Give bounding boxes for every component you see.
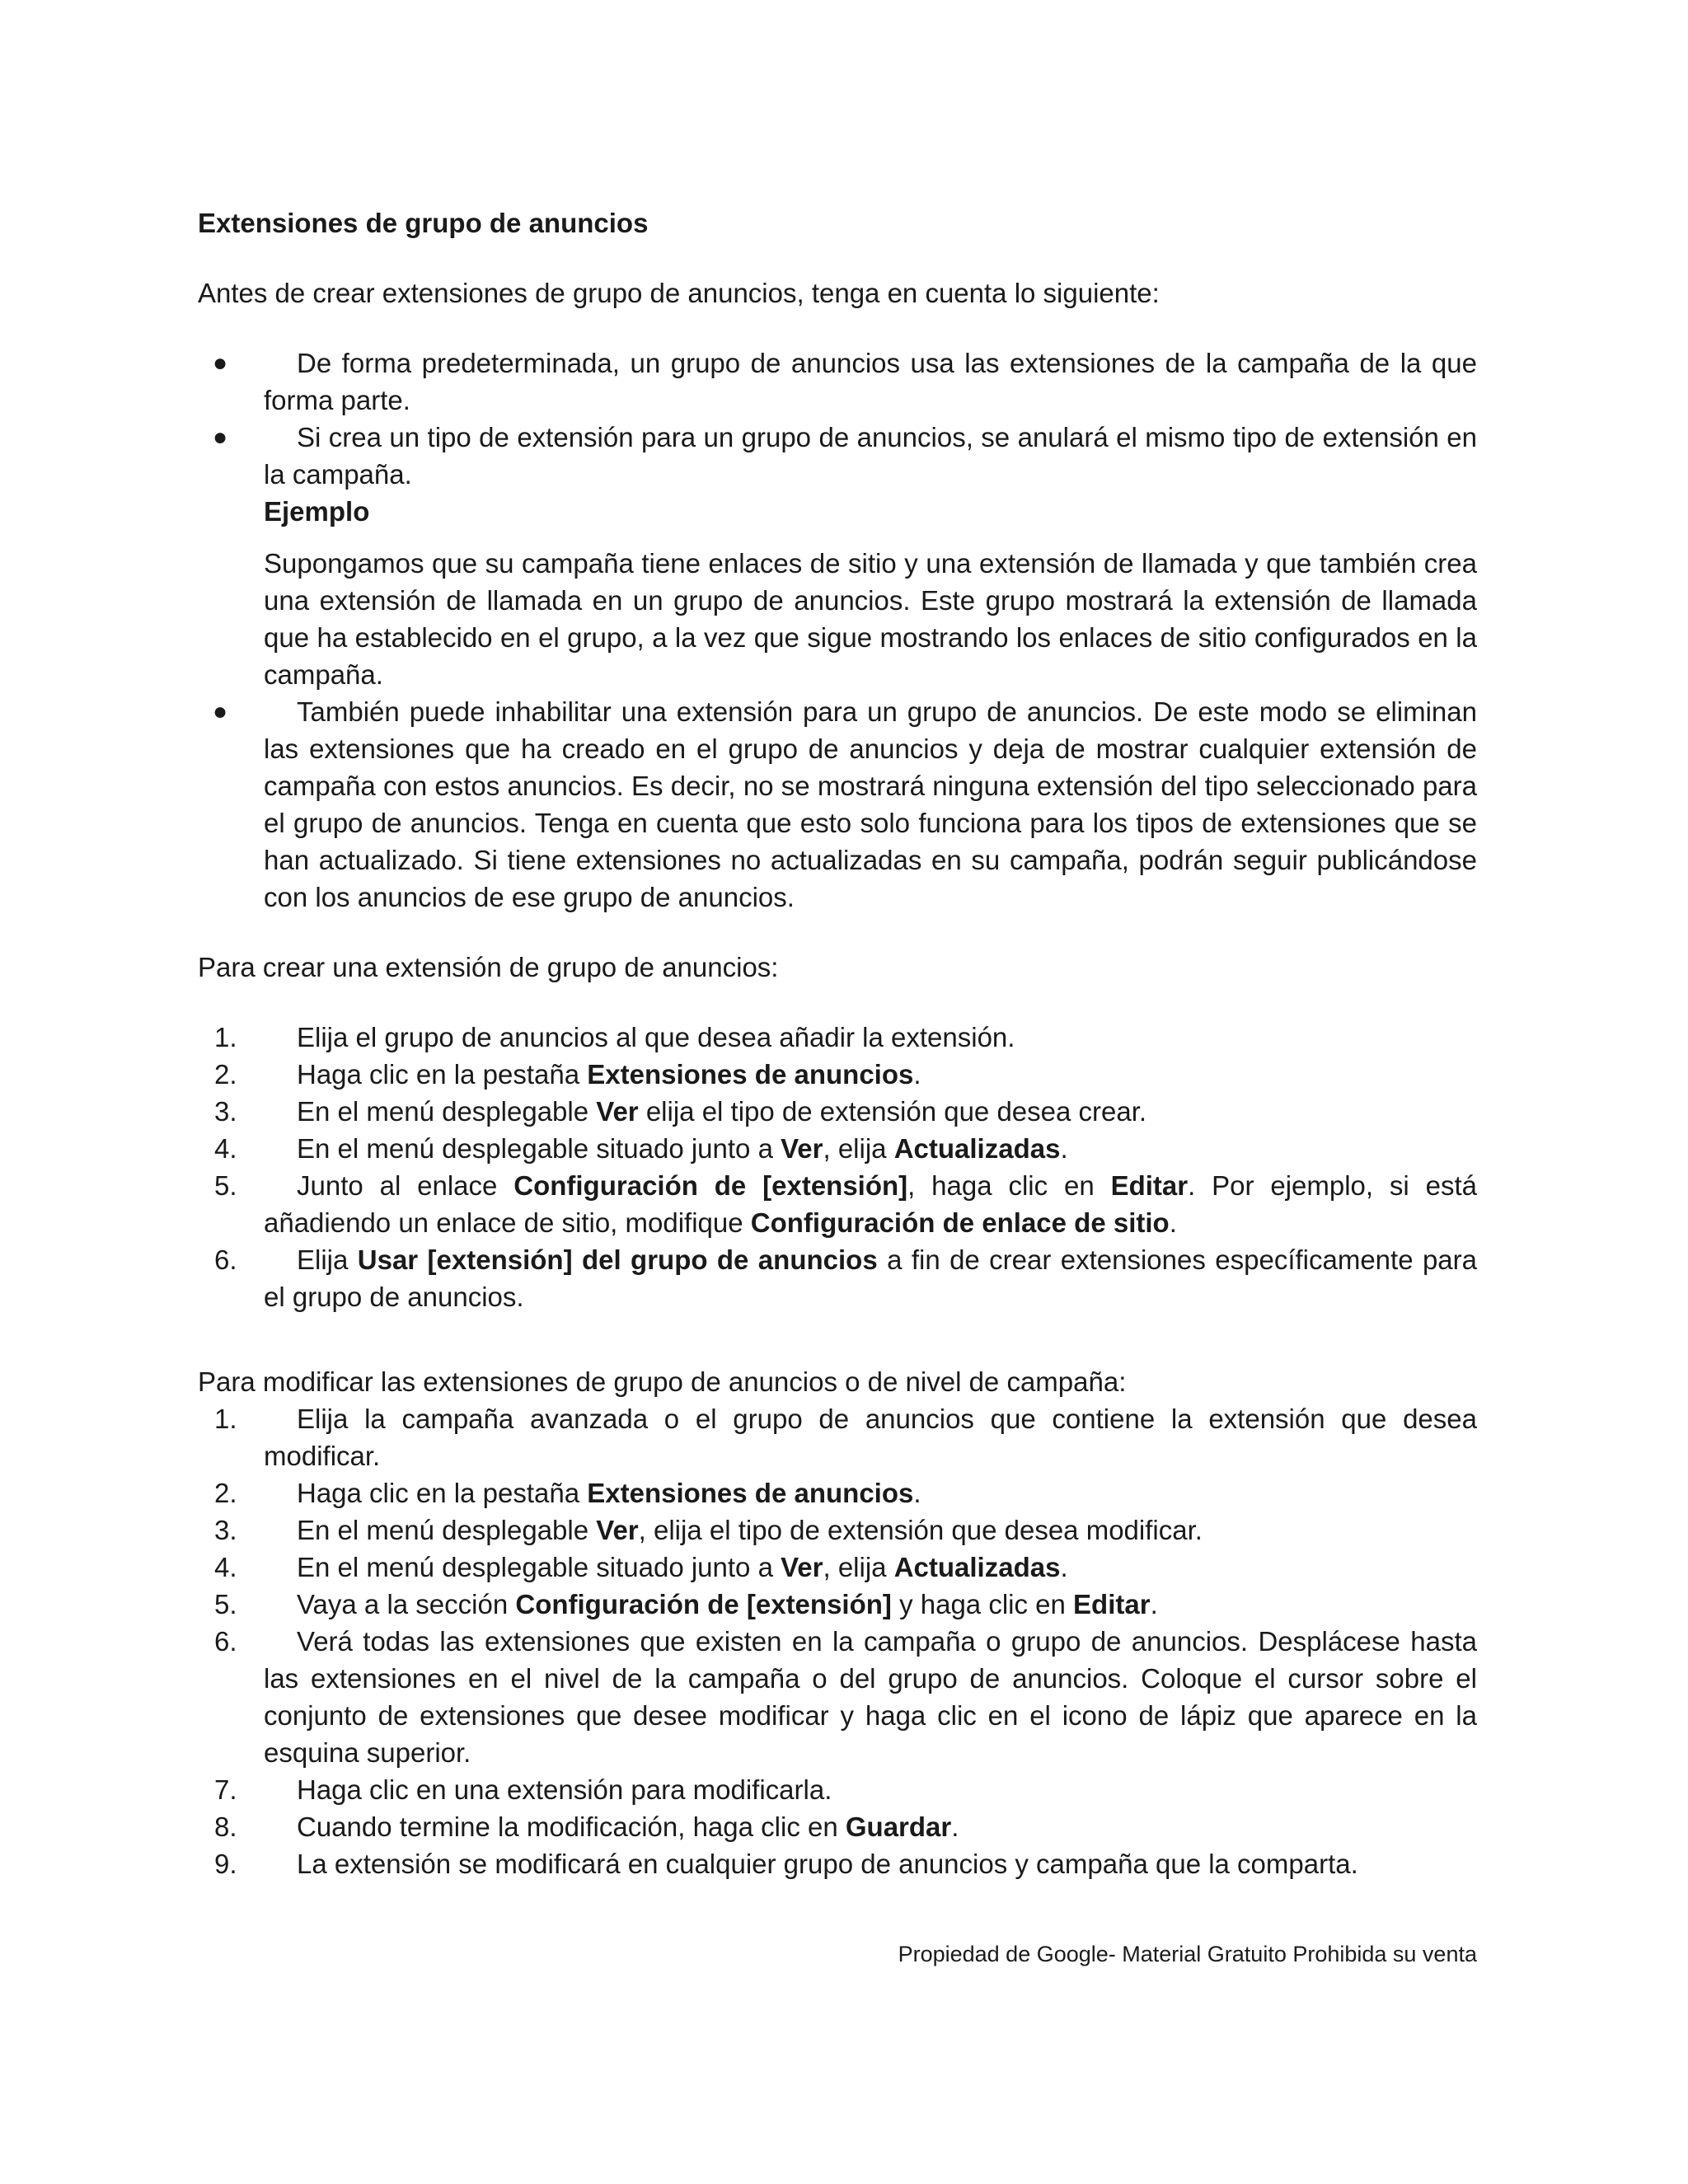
step-number: 5. [214, 1170, 237, 1201]
step-item [198, 1808, 1477, 1845]
step-item [198, 1130, 1477, 1167]
step-number: 2. [214, 1478, 237, 1508]
step-emphasis: Ver [781, 1133, 823, 1164]
step-number: 6. [214, 1626, 237, 1657]
step-text: En el menú desplegable [297, 1096, 597, 1127]
step-item [198, 1093, 1477, 1130]
step-emphasis: Ver [596, 1515, 639, 1545]
step-item [198, 1511, 1477, 1549]
step-text: . [951, 1811, 959, 1842]
step-number: 3. [214, 1515, 237, 1545]
bullet-text: Si crea un tipo de extensión para un grupo de anuncios, se anulará el mismo tipo de extensión en la campaña. [264, 422, 1477, 490]
step-number: 6. [214, 1244, 237, 1275]
step-emphasis: Editar [1110, 1170, 1189, 1201]
step-text: Elija la campaña avanzada o el grupo de anuncios que contiene la extensión que desea modificar. [264, 1404, 1477, 1471]
list-item [198, 693, 1477, 916]
step-text: y haga clic en [891, 1589, 1074, 1619]
step-emphasis: Extensiones de anuncios [587, 1059, 914, 1090]
step-item [198, 1400, 1477, 1474]
step-text: Haga clic en la pestaña [297, 1478, 588, 1508]
bullet-text: De forma predeterminada, un grupo de anuncios usa las extensiones de la campaña de la que forma parte. [264, 348, 1477, 415]
step-text: La extensión se modificará en cualquier grupo de anuncios y campaña que la comparta. [297, 1849, 1358, 1879]
footer-note: Propiedad de Google- Material Gratuito Prohibida su venta [898, 1942, 1477, 1966]
step-text: En el menú desplegable situado junto a [297, 1133, 781, 1164]
step-text: , elija [823, 1552, 894, 1582]
step-emphasis: Extensiones de anuncios [587, 1478, 914, 1508]
step-text: . Por ejemplo, si está añadiendo un enlace de sitio, modifique [264, 1170, 1477, 1238]
step-emphasis: Usar [extensión] del grupo de anuncios [357, 1244, 878, 1275]
step-text: Haga clic en una extensión para modificarla. [297, 1774, 832, 1805]
example-body: Supongamos que su campaña tiene enlaces de sitio y una extensión de llamada y que también crea una extensión de llamada en un grupo de anuncios. Este grupo mostrará la extensión de llamada que ha establecido en el grupo, a la vez que sigue mostrando los enlaces de sitio configurados en la campaña. [264, 548, 1477, 690]
step-item [198, 1845, 1477, 1882]
step-text: Verá todas las extensiones que existen en la campaña o grupo de anuncios. Desplácese hasta las extensiones en el nivel de la campaña o del grupo de anuncios. Coloque el cursor sobre el conjunto de extensiones que desee modificar y haga clic en el icono de lápiz que aparece en la esquina superior. [264, 1626, 1477, 1768]
bullet-icon: ● [213, 698, 228, 725]
step-number: 1. [214, 1022, 237, 1052]
step-text: elija el tipo de extensión que desea crear. [638, 1096, 1147, 1127]
example-title: Ejemplo [264, 496, 370, 527]
step-emphasis: Guardar [845, 1811, 952, 1842]
modify-heading: Para modificar las extensiones de grupo de anuncios o de nivel de campaña: [198, 1366, 1127, 1397]
list-item [198, 419, 1477, 493]
step-text: Elija el grupo de anuncios al que desea añadir la extensión. [297, 1022, 1015, 1052]
considerations-list [198, 344, 1477, 916]
bullet-text: También puede inhabilitar una extensión para un grupo de anuncios. De este modo se eliminan las extensiones que ha creado en el grupo de anuncios y deja de mostrar cualquier extensión de campaña con estos anuncios. Es decir, no se mostrará ninguna extensión del tipo seleccionado para el grupo de anuncios. Tenga en cuenta que esto solo funciona para los tipos de extensiones que se han actualizado. Si tiene extensiones no actualizadas en su campaña, podrán seguir publicándose con los anuncios de ese grupo de anuncios. [264, 696, 1477, 912]
step-emphasis: Configuración de [extensión] [515, 1589, 892, 1619]
step-text: En el menú desplegable [297, 1515, 597, 1545]
step-text: . [1169, 1207, 1177, 1238]
step-number: 8. [214, 1811, 237, 1842]
list-item [198, 344, 1477, 419]
step-text: En el menú desplegable situado junto a [297, 1552, 781, 1582]
step-item [198, 1241, 1477, 1315]
step-number: 5. [214, 1589, 237, 1619]
step-item [198, 1474, 1477, 1511]
step-text: Junto al enlace [297, 1170, 514, 1201]
step-item [198, 1549, 1477, 1586]
step-text: Elija [297, 1244, 358, 1275]
step-item [198, 1019, 1477, 1056]
step-number: 4. [214, 1133, 237, 1164]
step-text: , elija el tipo de extensión que desea modificar. [638, 1515, 1203, 1545]
document-page [198, 204, 1477, 1882]
step-number: 1. [214, 1404, 237, 1434]
modify-steps-list [198, 1400, 1477, 1882]
step-number: 9. [214, 1849, 237, 1879]
step-emphasis: Editar [1073, 1589, 1151, 1619]
step-number: 3. [214, 1096, 237, 1127]
step-text: Vaya a la sección [297, 1589, 516, 1619]
example-block [198, 493, 1477, 693]
step-number: 7. [214, 1774, 237, 1805]
bullet-icon: ● [213, 349, 228, 377]
step-emphasis: Configuración de [extensión] [513, 1170, 908, 1201]
step-emphasis: Configuración de enlace de sitio [750, 1207, 1170, 1238]
step-text: a fin de crear extensiones específicamente para el grupo de anuncios. [264, 1244, 1478, 1312]
step-item [198, 1056, 1477, 1093]
intro-paragraph: Antes de crear extensiones de grupo de anuncios, tenga en cuenta lo siguiente: [198, 278, 1160, 308]
step-text: . [1150, 1589, 1158, 1619]
step-text: , elija [823, 1133, 894, 1164]
step-text: Cuando termine la modificación, haga clic en [297, 1811, 846, 1842]
step-item [198, 1167, 1477, 1241]
step-text: . [1060, 1133, 1068, 1164]
step-number: 2. [214, 1059, 237, 1090]
create-steps-list [198, 1019, 1477, 1315]
section-title: Extensiones de grupo de anuncios [198, 208, 649, 238]
step-text: , haga clic en [907, 1170, 1111, 1201]
create-heading: Para crear una extensión de grupo de anuncios: [198, 952, 779, 982]
bullet-icon: ● [213, 424, 228, 451]
step-emphasis: Actualizadas [893, 1552, 1061, 1582]
step-item [198, 1771, 1477, 1808]
step-item [198, 1623, 1477, 1771]
step-emphasis: Ver [781, 1552, 823, 1582]
step-text: . [913, 1478, 921, 1508]
step-text: . [1060, 1552, 1068, 1582]
step-text: Haga clic en la pestaña [297, 1059, 588, 1090]
step-number: 4. [214, 1552, 237, 1582]
step-text: . [913, 1059, 921, 1090]
step-emphasis: Ver [596, 1096, 639, 1127]
step-emphasis: Actualizadas [893, 1133, 1061, 1164]
step-item [198, 1586, 1477, 1623]
